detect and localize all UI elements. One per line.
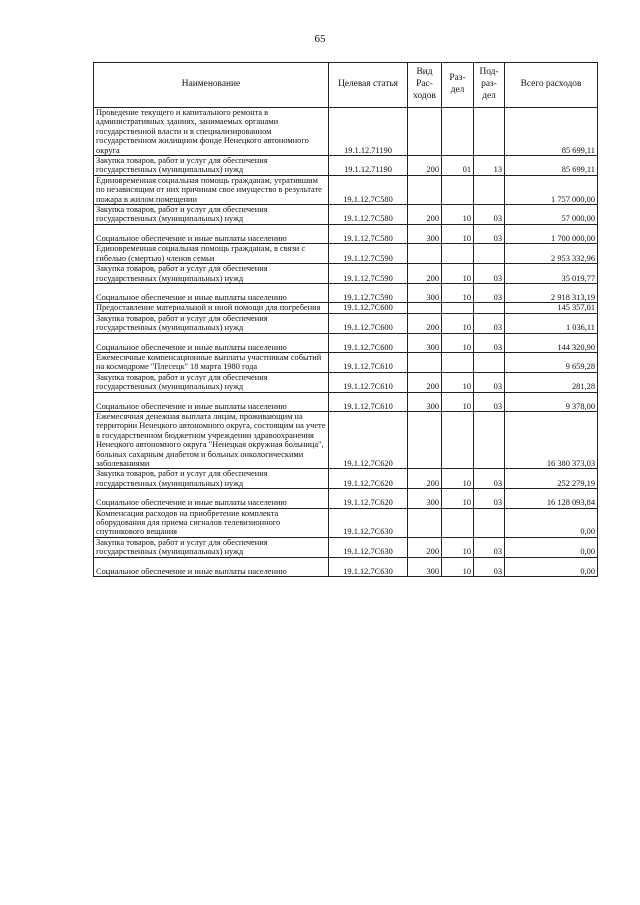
row-target-text: 19.1.12.7С610	[343, 382, 393, 392]
row-section-text: 01	[462, 165, 471, 175]
row-target	[329, 508, 408, 537]
row-total-text: 1 036,11	[565, 323, 595, 333]
row-target-text: 19.1.12.7С580	[343, 214, 393, 224]
row-total	[505, 156, 598, 176]
row-kind	[408, 283, 442, 302]
row-target-text: 19.1.12.71190	[344, 145, 392, 155]
row-name-text: Социальное обеспечение и иные выплаты населению	[96, 498, 287, 508]
row-target-text: 19.1.12.7С590	[343, 292, 393, 302]
row-name	[94, 313, 329, 333]
row-total-text: 2 918 313,19	[551, 292, 595, 302]
row-subsection	[474, 537, 505, 557]
row-section-text: 10	[462, 292, 471, 302]
row-target	[329, 352, 408, 372]
table-row	[94, 469, 598, 489]
row-subsection	[474, 283, 505, 302]
row-name	[94, 244, 329, 264]
row-subsection	[474, 175, 505, 204]
row-subsection-text: 03	[493, 292, 502, 302]
row-subsection	[474, 489, 505, 508]
row-name-text: Закупка товаров, работ и услуг для обеспечения государственных (муниципальных) нужд	[96, 313, 268, 333]
row-section	[442, 508, 474, 537]
table-row	[94, 489, 598, 508]
row-name	[94, 352, 329, 372]
row-kind	[408, 508, 442, 537]
row-subsection-text: 03	[493, 382, 502, 392]
table-row	[94, 557, 598, 576]
row-total-text: 2 953 332,96	[551, 253, 595, 263]
row-kind	[408, 224, 442, 243]
row-subsection-text: 03	[493, 273, 502, 283]
row-kind	[408, 352, 442, 372]
row-kind	[408, 557, 442, 576]
row-name-text: Социальное обеспечение и иные выплаты населению	[96, 233, 287, 243]
row-section-text: 10	[462, 273, 471, 283]
row-name-text: Социальное обеспечение и иные выплаты населению	[96, 566, 287, 576]
row-section	[442, 264, 474, 284]
row-total-text: 252 279,19	[557, 478, 595, 488]
row-subsection-text: 03	[493, 547, 502, 557]
row-target	[329, 244, 408, 264]
row-target	[329, 175, 408, 204]
row-section	[442, 224, 474, 243]
table-row	[94, 392, 598, 411]
row-total	[505, 224, 598, 243]
row-section	[442, 303, 474, 313]
row-target	[329, 333, 408, 352]
row-total	[505, 283, 598, 302]
row-name	[94, 508, 329, 537]
table-row	[94, 264, 598, 284]
row-kind-text: 300	[426, 566, 439, 576]
row-target	[329, 283, 408, 302]
table-row	[94, 303, 598, 313]
row-subsection	[474, 372, 505, 392]
row-total	[505, 313, 598, 333]
row-total	[505, 411, 598, 468]
row-total-text: 0,00	[580, 527, 595, 537]
table-row	[94, 244, 598, 264]
row-subsection	[474, 205, 505, 225]
row-target-text: 19.1.12.7С630	[343, 527, 393, 537]
row-kind-text: 300	[426, 233, 439, 243]
row-section	[442, 175, 474, 204]
row-name-text: Единовременная социальная помощь гражданам, в связи с гибелью (смертью) членов семьи	[96, 244, 306, 263]
row-name	[94, 489, 329, 508]
header-section: Раз-дел	[442, 63, 474, 108]
row-target-text: 19.1.12.7С620	[343, 498, 393, 508]
row-name-text: Компенсация расходов на приобретение комплекта оборудования для приема сигналов телевизионного спутникового вещания	[96, 508, 281, 537]
row-subsection	[474, 156, 505, 176]
row-kind	[408, 411, 442, 468]
row-total-text: 85 699,11	[561, 165, 595, 175]
row-total	[505, 469, 598, 489]
row-target-text: 19.1.12.7С620	[343, 478, 393, 488]
row-total	[505, 352, 598, 372]
table-row	[94, 108, 598, 156]
row-subsection	[474, 244, 505, 264]
row-target	[329, 537, 408, 557]
table-header-row	[94, 63, 598, 108]
row-section	[442, 333, 474, 352]
row-total	[505, 205, 598, 225]
row-section	[442, 557, 474, 576]
row-total	[505, 244, 598, 264]
row-section	[442, 469, 474, 489]
row-section	[442, 283, 474, 302]
table-row	[94, 537, 598, 557]
row-kind	[408, 156, 442, 176]
row-subsection-text: 03	[493, 233, 502, 243]
row-target	[329, 303, 408, 313]
table-row	[94, 156, 598, 176]
row-target-text: 19.1.12.7С600	[343, 303, 393, 313]
row-kind	[408, 244, 442, 264]
row-section	[442, 352, 474, 372]
row-total	[505, 303, 598, 313]
row-total-text: 144 320,90	[557, 342, 595, 352]
table-row	[94, 333, 598, 352]
row-total-text: 16 128 093,84	[546, 498, 595, 508]
row-kind-text: 300	[426, 401, 439, 411]
row-total	[505, 489, 598, 508]
row-subsection	[474, 303, 505, 313]
row-name-text: Социальное обеспечение и иные выплаты населению	[96, 401, 287, 411]
row-kind-text: 300	[426, 342, 439, 352]
row-kind	[408, 469, 442, 489]
row-subsection	[474, 469, 505, 489]
row-kind-text: 200	[426, 323, 439, 333]
row-kind	[408, 205, 442, 225]
row-name	[94, 537, 329, 557]
table-row	[94, 175, 598, 204]
row-kind-text: 200	[426, 547, 439, 557]
row-target-text: 19.1.12.7С630	[343, 547, 393, 557]
row-target-text: 19.1.12.7С610	[343, 362, 393, 372]
table-row	[94, 313, 598, 333]
row-target	[329, 557, 408, 576]
row-section-text: 10	[462, 566, 471, 576]
row-total-text: 281,28	[571, 382, 595, 392]
row-name-text: Ежемесячная денежная выплата лицам, проживающим на территории Ненецкого автономного округа, состоящим на учете в государственном бюджетном учреждении здравоохранения Ненецкого автономного округа "Ненецкая окружная больница", больных сахарным диабетом и больных онкологическими заболеваниями	[96, 411, 326, 468]
row-kind-text: 200	[426, 382, 439, 392]
row-section-text: 10	[462, 478, 471, 488]
row-kind-text: 200	[426, 273, 439, 283]
row-kind	[408, 392, 442, 411]
row-section	[442, 411, 474, 468]
row-target-text: 19.1.12.7С580	[343, 233, 393, 243]
row-target	[329, 392, 408, 411]
row-total-text: 9 378,00	[565, 401, 595, 411]
row-section	[442, 156, 474, 176]
page-number: 65	[314, 33, 326, 45]
row-target-text: 19.1.12.7С580	[343, 194, 393, 204]
row-name-text: Социальное обеспечение и иные выплаты населению	[96, 342, 287, 352]
row-total-text: 1 757 000,00	[551, 194, 595, 204]
row-target	[329, 313, 408, 333]
row-kind	[408, 313, 442, 333]
table-row	[94, 372, 598, 392]
table-row	[94, 205, 598, 225]
row-subsection	[474, 333, 505, 352]
row-name	[94, 469, 329, 489]
row-name	[94, 175, 329, 204]
row-section	[442, 489, 474, 508]
row-total-text: 145 357,01	[557, 303, 595, 313]
row-name-text: Ежемесячные компенсационные выплаты участникам событий на космодроме "Плесецк" 18 марта 1980 года	[96, 352, 322, 372]
row-target-text: 19.1.12.7С620	[343, 459, 393, 468]
row-section	[442, 537, 474, 557]
row-name-text: Закупка товаров, работ и услуг для обеспечения государственных (муниципальных) нужд	[96, 156, 268, 175]
row-name-text: Предоставление материальной и иной помощи для погребения	[96, 303, 321, 313]
row-total	[505, 175, 598, 204]
row-name-text: Закупка товаров, работ и услуг для обеспечения государственных (муниципальных) нужд	[96, 205, 268, 224]
row-target-text: 19.1.12.71190	[344, 165, 392, 175]
row-kind	[408, 537, 442, 557]
row-target-text: 19.1.12.7С590	[343, 253, 393, 263]
row-subsection-text: 03	[493, 498, 502, 508]
row-target-text: 19.1.12.7С590	[343, 273, 393, 283]
row-subsection	[474, 313, 505, 333]
row-kind	[408, 489, 442, 508]
table-row	[94, 411, 598, 468]
row-target	[329, 411, 408, 468]
row-total-text: 35 019,77	[561, 273, 595, 283]
row-name-text: Единовременная социальная помощь гражданам, утратившим по независящим от них причинам свое имущество в результате пожара в жилом помещении	[96, 175, 322, 204]
row-total	[505, 108, 598, 156]
header-target: Целевая статья	[329, 63, 408, 108]
row-kind	[408, 303, 442, 313]
row-section	[442, 244, 474, 264]
row-name	[94, 411, 329, 468]
row-name-text: Социальное обеспечение и иные выплаты населению	[96, 292, 287, 302]
row-target	[329, 372, 408, 392]
header-subsection: Под-раз-дел	[474, 63, 505, 108]
row-kind-text: 200	[426, 478, 439, 488]
row-name-text: Закупка товаров, работ и услуг для обеспечения государственных (муниципальных) нужд	[96, 264, 268, 283]
row-name	[94, 392, 329, 411]
row-section-text: 10	[462, 382, 471, 392]
row-total	[505, 372, 598, 392]
row-section-text: 10	[462, 214, 471, 224]
row-target-text: 19.1.12.7С630	[343, 566, 393, 576]
budget-table	[93, 62, 598, 577]
row-subsection	[474, 352, 505, 372]
row-target	[329, 156, 408, 176]
row-subsection-text: 03	[493, 214, 502, 224]
row-section	[442, 108, 474, 156]
row-subsection-text: 03	[493, 401, 502, 411]
row-kind	[408, 372, 442, 392]
row-section-text: 10	[462, 342, 471, 352]
row-subsection-text: 03	[493, 342, 502, 352]
row-section-text: 10	[462, 323, 471, 333]
row-name-text: Закупка товаров, работ и услуг для обеспечения государственных (муниципальных) нужд	[96, 372, 268, 392]
row-kind-text: 200	[426, 165, 439, 175]
row-total	[505, 537, 598, 557]
row-total	[505, 508, 598, 537]
table-row	[94, 508, 598, 537]
row-target	[329, 264, 408, 284]
row-name	[94, 333, 329, 352]
row-subsection	[474, 411, 505, 468]
row-section	[442, 392, 474, 411]
row-name	[94, 264, 329, 284]
row-subsection-text: 03	[493, 323, 502, 333]
row-section-text: 10	[462, 401, 471, 411]
row-target-text: 19.1.12.7С600	[343, 323, 393, 333]
row-total	[505, 264, 598, 284]
row-total	[505, 333, 598, 352]
row-kind-text: 300	[426, 292, 439, 302]
row-target-text: 19.1.12.7С600	[343, 342, 393, 352]
row-total-text: 1 700 000,00	[551, 233, 595, 243]
row-section	[442, 313, 474, 333]
row-kind	[408, 175, 442, 204]
row-total-text: 0,00	[580, 547, 595, 557]
row-subsection-text: 03	[493, 478, 502, 488]
row-section-text: 10	[462, 233, 471, 243]
row-subsection	[474, 557, 505, 576]
row-subsection	[474, 508, 505, 537]
row-name	[94, 156, 329, 176]
row-target-text: 19.1.12.7С610	[343, 401, 393, 411]
row-target	[329, 108, 408, 156]
row-subsection-text: 13	[493, 165, 502, 175]
row-target	[329, 489, 408, 508]
row-kind	[408, 264, 442, 284]
row-subsection	[474, 108, 505, 156]
row-target	[329, 205, 408, 225]
row-kind	[408, 333, 442, 352]
row-kind	[408, 108, 442, 156]
row-subsection	[474, 264, 505, 284]
header-name: Наименование	[94, 63, 329, 108]
row-name-text: Закупка товаров, работ и услуг для обеспечения государственных (муниципальных) нужд	[96, 537, 268, 557]
table-row	[94, 283, 598, 302]
row-total-text: 85 699,11	[561, 145, 595, 155]
row-total-text: 0,00	[580, 566, 595, 576]
row-target	[329, 224, 408, 243]
row-total	[505, 557, 598, 576]
row-name	[94, 205, 329, 225]
row-kind-text: 200	[426, 214, 439, 224]
row-name	[94, 557, 329, 576]
header-kind: Вид Рас-ходов	[408, 63, 442, 108]
row-total-text: 16 380 373,03	[546, 459, 595, 468]
row-name	[94, 303, 329, 313]
row-section-text: 10	[462, 547, 471, 557]
table-body	[94, 108, 598, 577]
row-total-text: 9 659,28	[565, 362, 595, 372]
row-name	[94, 283, 329, 302]
row-section	[442, 372, 474, 392]
row-name-text: Закупка товаров, работ и услуг для обеспечения государственных (муниципальных) нужд	[96, 469, 268, 488]
row-section	[442, 205, 474, 225]
row-subsection-text: 03	[493, 566, 502, 576]
table-row	[94, 224, 598, 243]
row-name	[94, 108, 329, 156]
row-name	[94, 372, 329, 392]
row-name-text: Проведение текущего и капитального ремонта в административных зданиях, занимаемых органами государственной власти и в специализированном государственном жилищном фонде Ненецкого автономного округа	[96, 108, 309, 155]
row-subsection	[474, 224, 505, 243]
table-row	[94, 352, 598, 372]
row-section-text: 10	[462, 498, 471, 508]
row-total-text: 57 000,00	[561, 214, 595, 224]
row-name	[94, 224, 329, 243]
row-subsection	[474, 392, 505, 411]
header-total: Всего расходов	[505, 63, 598, 108]
row-total	[505, 392, 598, 411]
row-target	[329, 469, 408, 489]
row-kind-text: 300	[426, 498, 439, 508]
